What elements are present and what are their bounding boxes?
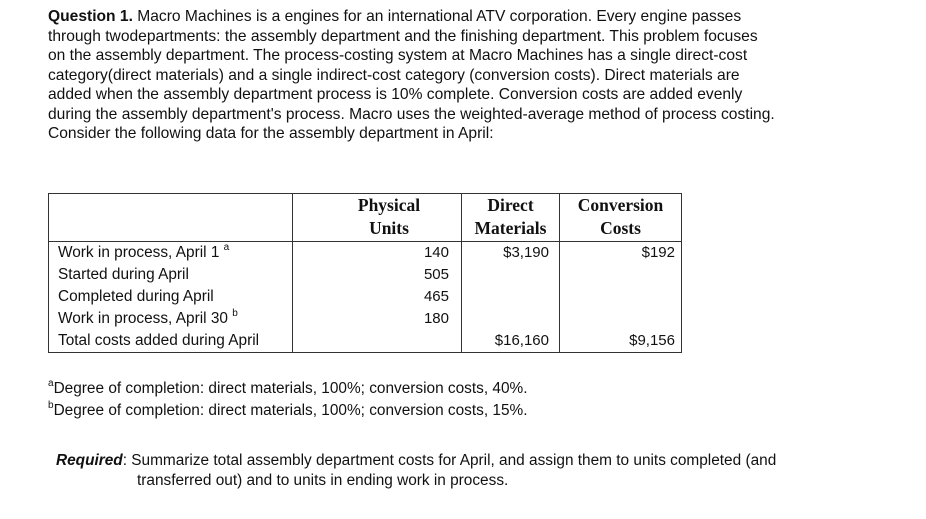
cc-value bbox=[560, 264, 681, 286]
header-direct-materials: Direct Materials bbox=[462, 194, 560, 242]
required-text-continued: transferred out) and to units in ending work in process. bbox=[137, 471, 509, 489]
cc-value: $9,156 bbox=[629, 332, 675, 349]
header-empty-cell bbox=[49, 194, 293, 242]
question-line: through twodepartments: the assembly department and the finishing department. This problem focuses bbox=[48, 27, 758, 45]
dm-value: $3,190 bbox=[503, 244, 549, 261]
header-conversion-costs: Conversion Costs bbox=[560, 194, 682, 242]
dm-value bbox=[462, 286, 559, 308]
header-physical-units: Physical Units bbox=[293, 194, 462, 242]
assembly-data-table bbox=[48, 193, 682, 353]
footnote-b: $^b$Degree of completion: direct materials, 100%; conversion costs, 15%. bbox=[48, 399, 528, 419]
row-label: Total costs added during April bbox=[58, 332, 260, 349]
dm-value bbox=[462, 264, 559, 286]
required-label: Required bbox=[56, 452, 123, 469]
units-value: 140 bbox=[423, 244, 449, 261]
question-line: during the assembly department's process. Macro uses the weighted-average method of process costing. bbox=[48, 105, 775, 123]
units-value bbox=[293, 330, 461, 352]
required-instructions bbox=[56, 451, 896, 490]
row-label: Completed during April bbox=[58, 288, 214, 305]
footnote-a: $^a$Degree of completion: direct materials, 100%; conversion costs, 40%. bbox=[48, 377, 528, 397]
physical-units-cell bbox=[293, 242, 462, 353]
dm-value bbox=[462, 308, 559, 330]
question-line: Question 1. Macro Machines is a engines for an international ATV corporation. Every engine passes bbox=[48, 8, 742, 25]
required-text: : Summarize total assembly department costs for April, and assign them to units completed (and bbox=[122, 452, 777, 469]
question-line: Consider the following data for the assembly department in April: bbox=[48, 125, 494, 142]
question-line: added when the assembly department process is 10% complete. Conversion costs are added evenly bbox=[48, 86, 743, 103]
conversion-costs-cell bbox=[560, 242, 682, 353]
question-number: Question 1. bbox=[48, 8, 133, 25]
row-label: Started during April bbox=[58, 266, 189, 283]
units-value: 465 bbox=[423, 288, 449, 305]
question-line: on the assembly department. The process-costing system at Macro Machines has a single direct-cost bbox=[48, 47, 748, 64]
units-value: 180 bbox=[423, 310, 449, 327]
table-body-row bbox=[49, 242, 682, 353]
cc-value: $192 bbox=[641, 244, 675, 261]
row-labels-cell bbox=[49, 242, 293, 353]
table-header-row bbox=[49, 194, 682, 242]
question-paragraph bbox=[48, 7, 908, 144]
question-line: category(direct materials) and a single indirect-cost category (conversion costs). Direct materials are bbox=[48, 66, 740, 84]
cc-value bbox=[560, 286, 681, 308]
cc-value bbox=[560, 308, 681, 330]
direct-materials-cell bbox=[462, 242, 560, 353]
row-label: Work in process, April 1 $^a$ bbox=[58, 241, 230, 261]
units-value: 505 bbox=[423, 266, 449, 283]
dm-value: $16,160 bbox=[494, 332, 549, 349]
row-label: Work in process, April 30 $^b$ bbox=[58, 307, 238, 327]
